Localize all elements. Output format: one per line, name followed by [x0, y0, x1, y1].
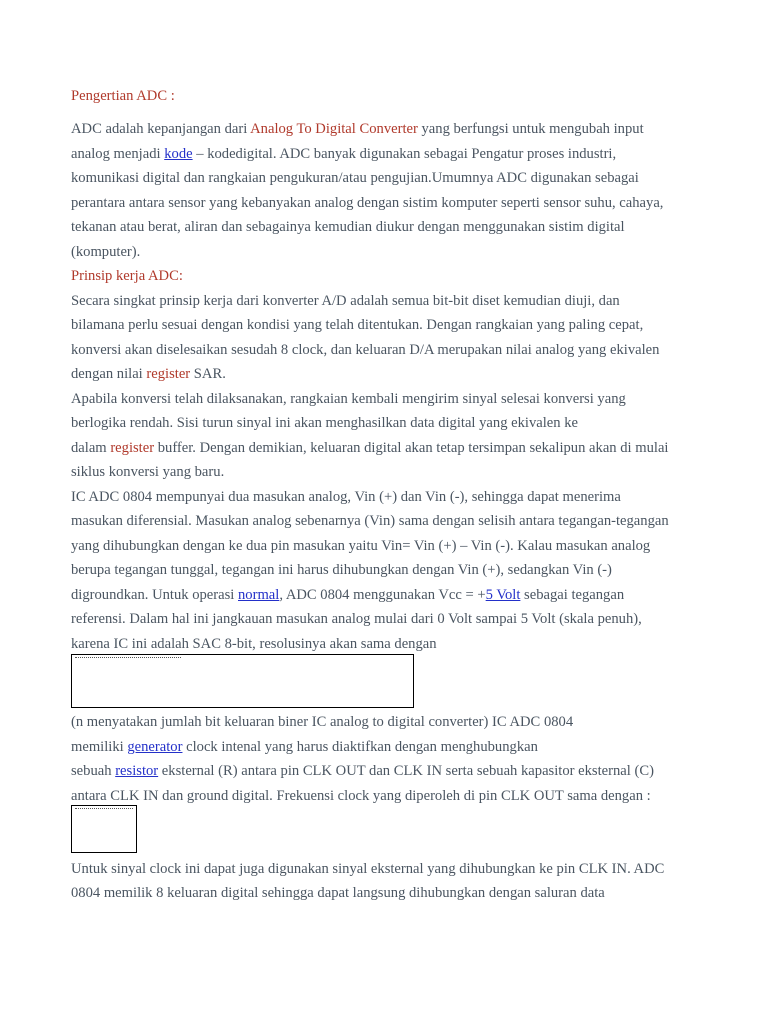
link-kode[interactable]: kode	[164, 146, 193, 162]
text-line: berupa tegangan tunggal, tegangan ini harus dihubungkan dengan Vin (+), sedangkan Vin (-)	[71, 562, 612, 578]
text-line: antara CLK IN dan ground digital. Frekuensi clock yang diperoleh di pin CLK OUT sama dengan :	[71, 788, 651, 804]
link-normal[interactable]: normal	[238, 587, 280, 603]
text-segment: SAR.	[190, 366, 226, 382]
text-segment: , ADC 0804 menggunakan Vcc = +	[279, 587, 486, 603]
text-segment: buffer. Dengan demikian, keluaran digital akan tetap tersimpan sekalipun akan di mulai	[154, 440, 669, 456]
text-line: referensi. Dalam hal ini jangkauan masukan analog mulai dari 0 Volt sampai 5 Volt (skala penuh),	[71, 611, 642, 627]
text-line	[71, 759, 654, 784]
text-line: perantara antara sensor yang kebanyakan analog dengan sistim komputer seperti sensor suhu, cahaya,	[71, 195, 664, 211]
link-register[interactable]: register	[146, 366, 191, 382]
text-line: berlogika rendah. Sisi turun sinyal ini akan menghasilkan data digital yang ekivalen ke	[71, 415, 578, 431]
text-line: Untuk sinyal clock ini dapat juga digunakan sinyal eksternal yang dihubungkan ke pin CLK IN. ADC	[71, 861, 665, 877]
link-generator[interactable]: generator	[127, 739, 183, 755]
text-segment: yang berfungsi untuk mengubah input	[417, 121, 644, 137]
heading-pengertian-adc: Pengertian ADC :	[71, 88, 175, 104]
text-segment: ADC adalah kepanjangan dari	[71, 121, 251, 137]
text-line	[71, 362, 226, 387]
text-line: konversi akan diselesaikan sesudah 8 clock, dan keluaran D/A merupakan nilai analog yang ekivalen	[71, 342, 660, 358]
text-line: IC ADC 0804 mempunyai dua masukan analog, Vin (+) dan Vin (-), sehingga dapat menerima	[71, 489, 621, 505]
text-line: karena IC ini adalah SAC 8-bit, resolusinya akan sama dengan	[71, 636, 437, 652]
text-segment: sebuah	[71, 763, 116, 779]
link-resistor[interactable]: resistor	[115, 763, 159, 779]
formula-scribble	[75, 657, 181, 660]
text-line: komunikasi digital dan rangkaian pengukuran/atau pengujian.Umumnya ADC digunakan sebagai	[71, 170, 639, 186]
text-line: Secara singkat prinsip kerja dari konverter A/D adalah semua bit-bit diset kemudian diuji, dan	[71, 293, 620, 309]
formula-scribble	[75, 808, 133, 811]
text-line: tekanan atau berat, aliran dan sebagainya kemudian diukur dengan menggunakan sistim digital	[71, 219, 625, 235]
clock-frequency-formula-image	[71, 805, 137, 853]
text-line	[71, 436, 668, 461]
text-line: bilamana perlu sesuai dengan kondisi yang telah ditentukan. Dengan rangkaian yang paling cepat,	[71, 317, 644, 333]
text-line: masukan diferensial. Masukan analog sebenarnya (Vin) sama dengan selisih antara tegangan-tegangan	[71, 513, 669, 529]
text-line	[71, 117, 644, 142]
text-segment: eksternal (R) antara pin CLK OUT dan CLK IN serta sebuah kapasitor eksternal (C)	[158, 763, 654, 779]
text-line	[71, 142, 616, 167]
text-line: (komputer).	[71, 244, 141, 260]
heading-prinsip-kerja-adc: Prinsip kerja ADC:	[71, 268, 183, 284]
text-line: siklus konversi yang baru.	[71, 464, 225, 480]
link-analog-to-digital-converter[interactable]: Analog To Digital Converter	[250, 121, 418, 137]
text-line: 0804 memilik 8 keluaran digital sehingga dapat langsung dihubungkan dengan saluran data	[71, 885, 605, 901]
text-segment: analog menjadi	[71, 146, 165, 162]
text-line: yang dihubungkan dengan ke dua pin masukan yaitu Vin= Vin (+) – Vin (-). Kalau masukan analog	[71, 538, 651, 554]
text-segment: sebagai tegangan	[520, 587, 625, 603]
text-line	[71, 735, 538, 760]
text-line	[71, 583, 624, 608]
text-segment: digroundkan. Untuk operasi	[71, 587, 238, 603]
text-segment: dalam	[71, 440, 111, 456]
text-segment: memiliki	[71, 739, 128, 755]
text-line: (n menyatakan jumlah bit keluaran biner IC analog to digital converter) IC ADC 0804	[71, 714, 574, 730]
text-segment: clock intenal yang harus diaktifkan dengan menghubungkan	[182, 739, 538, 755]
link-register[interactable]: register	[110, 440, 155, 456]
resolution-formula-image	[71, 654, 414, 708]
link-5-volt[interactable]: 5 Volt	[485, 587, 521, 603]
text-segment: – kodedigital. ADC banyak digunakan sebagai Pengatur proses industri,	[192, 146, 617, 162]
text-line: Apabila konversi telah dilaksanakan, rangkaian kembali mengirim sinyal selesai konversi yang	[71, 391, 626, 407]
text-segment: dengan nilai	[71, 366, 147, 382]
